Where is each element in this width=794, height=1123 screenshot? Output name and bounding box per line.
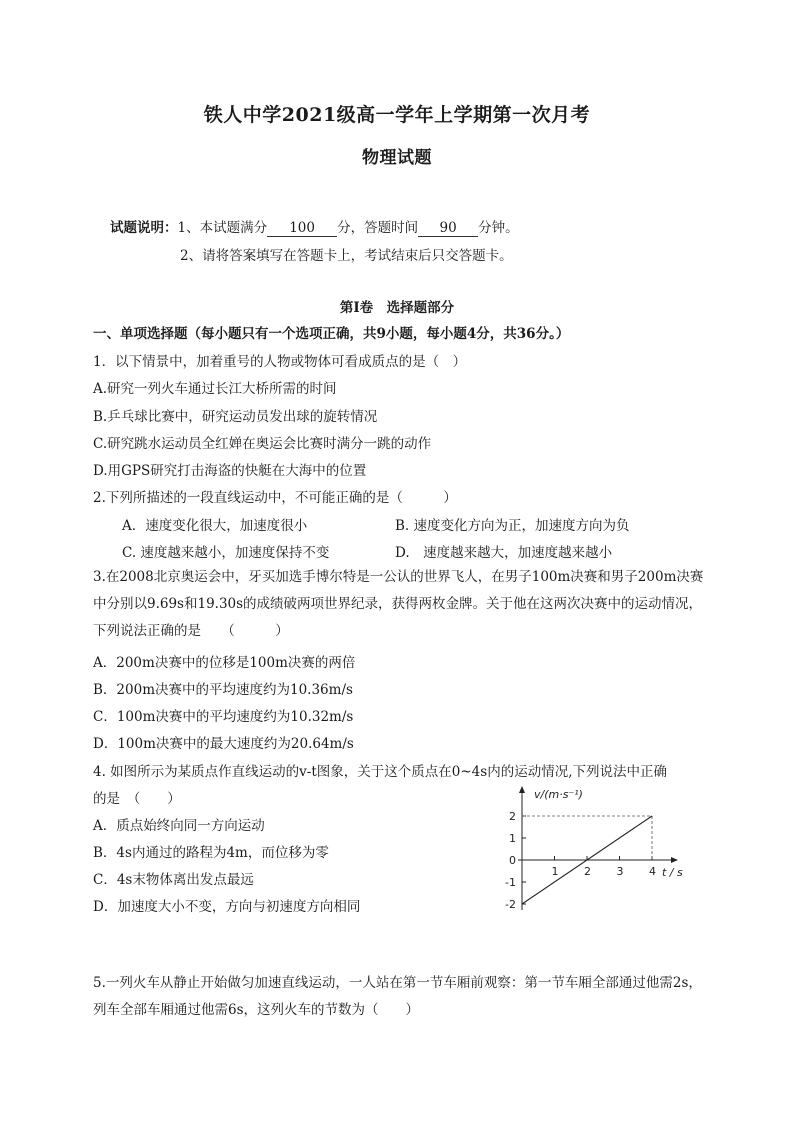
q2-option-b: B. 速度变化方向为正，加速度方向为负 (395, 518, 630, 534)
q2-stem: 2.下列所描述的一段直线运动中，不可能正确的是（ ） (93, 490, 457, 506)
instructions-text-1b: 分，答题时间 (337, 220, 419, 236)
y-tick-label: 0 (509, 854, 516, 867)
y-tick-label: -1 (505, 876, 516, 889)
time-blank: 90 (418, 220, 478, 237)
q1-option-a: A.研究一列火车通过长江大桥所需的时间 (93, 381, 337, 397)
x-axis-arrow (671, 857, 678, 863)
q3-stem: 3.在2008北京奥运会中，牙买加选手博尔特是一公认的世界飞人，在男子100m决赛和男子200m决赛中分别以9.69s和19.30s的成绩破两项世界纪录，获得两枚金牌。关于他在这两次决赛中的运动情况，下列说法正确的是 （ ） (93, 569, 704, 639)
x-axis-label: t / s (662, 866, 683, 879)
score-blank: 100 (267, 220, 337, 237)
q3-option-d: D．100m决赛中的最大速度约为20.64m/s (93, 736, 354, 752)
q2-option-d: D. 速度越来越大，加速度越来越小 (395, 545, 613, 561)
y-tick-label: 1 (509, 832, 516, 845)
instructions-line-2: 2、请将答案填写在答题卡上，考试结束后只交答题卡。 (180, 248, 513, 264)
q1-option-d: D.用GPS研究打击海盗的快艇在大海中的位置 (93, 463, 367, 479)
part-title: 第Ⅰ卷 选择题部分 (339, 300, 455, 316)
y-axis-arrow (519, 786, 525, 793)
q4-stem-line-2: 的是 （ ） (93, 791, 181, 807)
q4-option-a: A．质点始终向同一方向运动 (93, 818, 265, 834)
x-tick-label: 1 (551, 865, 559, 878)
q4-option-c: C．4s末物体离出发点最远 (93, 872, 254, 888)
exam-title: 铁人中学2021级高一学年上学期第一次月考 (203, 104, 591, 126)
x-tick-label: 4 (649, 865, 656, 878)
y-tick-label: -2 (505, 898, 516, 911)
instructions-line-1 (110, 216, 519, 237)
y-axis-label: v/(m·s⁻¹) (534, 788, 583, 801)
q1-stem: 1．以下情景中，加着重号的人物或物体可看成质点的是（ ） (93, 354, 467, 370)
x-tick-label: 2 (584, 865, 591, 878)
instructions-label: 试题说明： (110, 220, 178, 236)
y-tick-label: 2 (509, 810, 516, 823)
q4-option-b: B．4s内通过的路程为4m，而位移为零 (93, 845, 329, 861)
instructions-text-1c: 分钟。 (478, 220, 519, 236)
x-tick-label: 3 (616, 865, 624, 878)
exam-subtitle: 物理试题 (362, 148, 432, 168)
q4-option-d: D．加速度大小不变，方向与初速度方向相同 (93, 899, 361, 915)
q3-option-a: A．200m决赛中的位移是100m决赛的两倍 (93, 655, 356, 671)
q4-stem-line-1: 4. 如图所示为某质点作直线运动的v-t图象，关于这个质点在0~4s内的运动情况,下列说法中正确 (93, 764, 667, 780)
q1-option-c: C.研究跳水运动员全红婵在奥运会比赛时满分一跳的动作 (93, 436, 432, 452)
q2-option-c: C. 速度越来越小，加速度保持不变 (122, 545, 330, 561)
vt-graph (470, 782, 700, 932)
q2-option-a: A．速度变化很大，加速度很小 (122, 518, 308, 534)
q1-option-b: B.乒乓球比赛中，研究运动员发出球的旋转情况 (93, 409, 378, 425)
q5-stem: 5.一列火车从静止开始做匀加速直线运动，一人站在第一节车厢前观察：第一节车厢全部通过他需2s，列车全部车厢通过他需6s，这列火车的节数为（ ） (93, 975, 702, 1018)
q3-option-c: C．100m决赛中的平均速度约为10.32m/s (93, 709, 354, 725)
instructions-text-1a: 1、本试题满分 (177, 220, 268, 236)
q3-option-b: B．200m决赛中的平均速度约为10.36m/s (93, 682, 353, 698)
section-heading: 一、单项选择题（每小题只有一个选项正确，共9小题，每小题4分，共36分。） (93, 326, 570, 342)
